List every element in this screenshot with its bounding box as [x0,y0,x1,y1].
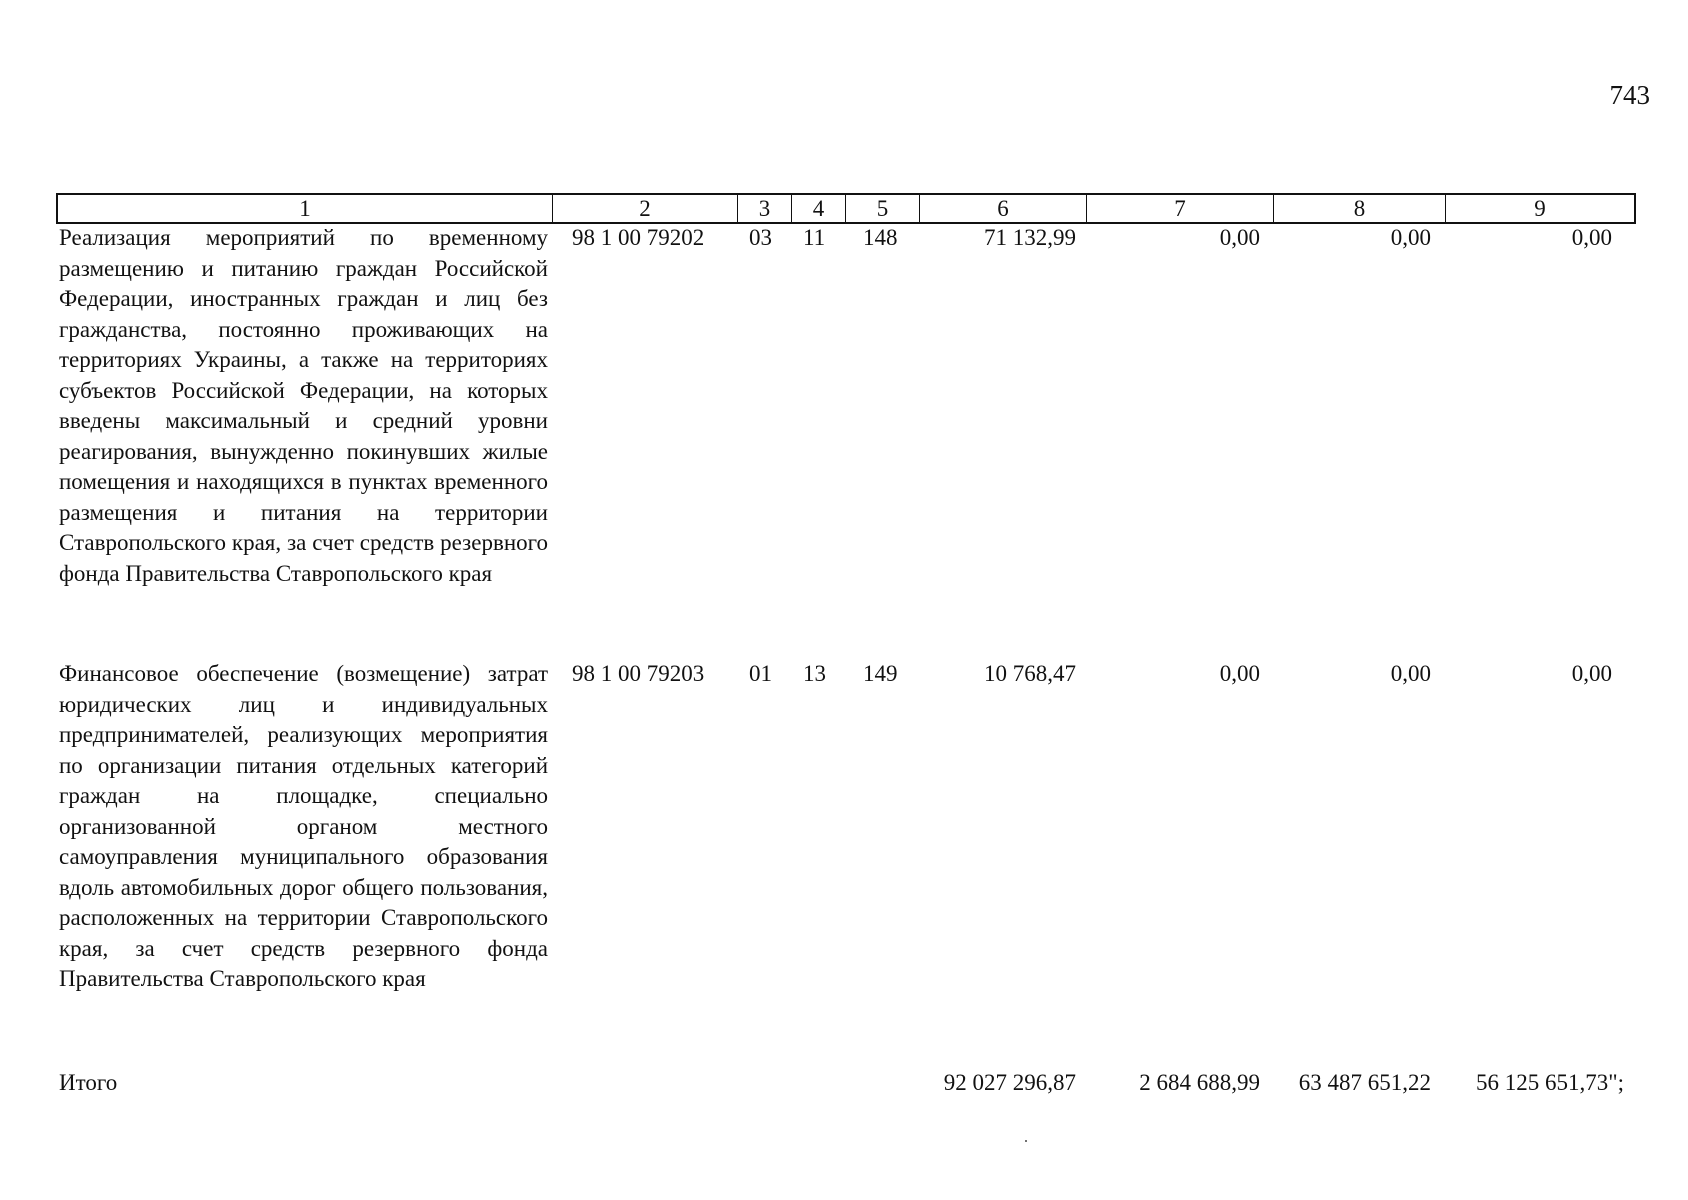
col7-value: 0,00 [1219,661,1260,686]
total-col6: 92 027 296,87 [943,1070,1076,1095]
target-article-code: 98 1 00 79203 [572,661,705,686]
section-code: 03 [749,225,772,250]
table-row [56,659,1636,995]
header-col-8: 8 [1274,195,1446,222]
expense-type-code: 149 [863,661,898,686]
subsection-code: 11 [803,225,826,250]
header-col-3: 3 [738,195,792,222]
expense-type-code: 148 [863,225,898,250]
header-col-1: 1 [58,195,553,222]
subsection-code: 13 [803,661,826,686]
target-article-code: 98 1 00 79202 [572,225,705,250]
header-col-7: 7 [1087,195,1274,222]
total-row [56,1068,1636,1099]
col9-value: 0,00 [1571,225,1612,250]
page-number: 743 [1609,80,1650,110]
row-description: Реализация мероприятий по временному размещению и питанию граждан Российской Федерации, иностранных граждан и лиц без гражданства, постоянно проживающих на территориях Украины, а также на территориях субъектов Российской Федерации, на которых введены максимальный и средний уровни реагирования, вынужденно покинувших жилые помещения и находящихся в пунктах временного размещения и питания на территории Ставропольского края, за счет средств резервного фонда Правительства Ставропольского края [59,225,548,586]
header-col-6: 6 [920,195,1087,222]
row-description: Финансовое обеспечение (возмещение) затрат юридических лиц и индивидуальных предпринимателей, реализующих мероприятия по организации питания отдельных категорий граждан на площадке, специально организованной органом местного самоуправления муниципального образования вдоль автомобильных дорог общего пользования, расположенных на территории Ставропольского края, за счет средств резервного фонда Правительства Ставропольского края [59,661,548,991]
col9-value: 0,00 [1571,661,1612,686]
total-col8: 63 487 651,22 [1298,1070,1431,1095]
header-col-2: 2 [553,195,738,222]
total-col9: 56 125 651,73"; [1475,1070,1624,1095]
scan-speck [1025,1140,1027,1142]
header-col-4: 4 [792,195,846,222]
table-row [56,223,1636,589]
col8-value: 0,00 [1390,225,1431,250]
total-col7: 2 684 688,99 [1139,1070,1260,1095]
column-number-header [56,193,1636,224]
col7-value: 0,00 [1219,225,1260,250]
total-label: Итого [59,1070,118,1095]
col8-value: 0,00 [1390,661,1431,686]
header-col-5: 5 [846,195,920,222]
header-col-9: 9 [1534,196,1546,221]
col6-value: 71 132,99 [984,225,1076,250]
col6-value: 10 768,47 [984,661,1076,686]
section-code: 01 [749,661,772,686]
